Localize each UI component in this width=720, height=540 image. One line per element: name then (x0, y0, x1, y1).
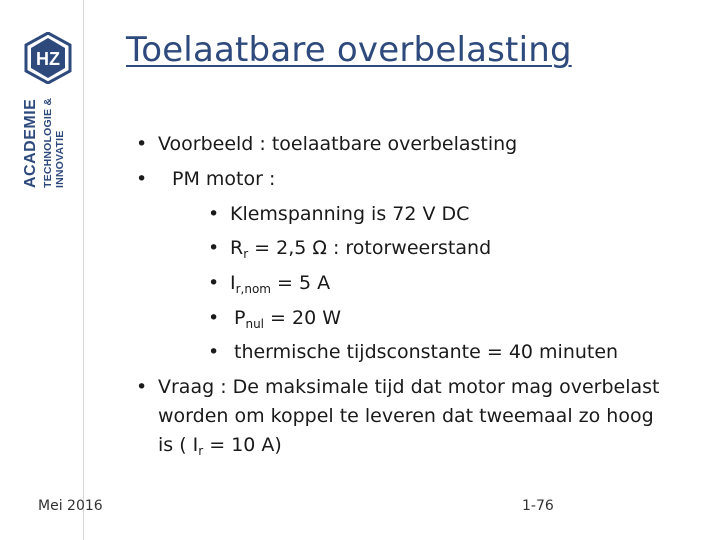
pnul-value: = 20 W (264, 307, 342, 329)
pnul-symbol: P (234, 307, 246, 329)
inom-value: = 5 A (271, 272, 331, 294)
sub-bullet-3 (208, 271, 330, 295)
rr-subscript: r (243, 247, 249, 261)
sub-bullet-5-text: thermische tijdsconstante = 40 minuten (234, 341, 619, 363)
rr-symbol: R (230, 237, 244, 259)
sub-bullet-5 (208, 340, 618, 364)
logo-text (22, 96, 74, 188)
bullet-1 (136, 132, 517, 156)
bullet-dot: • (208, 307, 220, 329)
logo-technologie: TECHNOLOGIE & (42, 97, 54, 188)
ir-value: = 10 A) (203, 434, 282, 456)
bullet-3 (136, 375, 660, 399)
bullet-2 (136, 167, 275, 191)
bullet-3-line-1: Vraag : De maksimale tijd dat motor mag overbelast (158, 376, 660, 398)
bullet-3-line-2: worden om koppel te leveren dat tweemaal zo hoog (158, 405, 654, 427)
sub-bullet-4 (208, 306, 341, 330)
bullet-dot: • (208, 341, 220, 363)
rr-value: = 2,5 Ω : rotorweerstand (248, 237, 492, 259)
bullet-dot: • (208, 272, 220, 294)
logo-academie: ACADEMIE (22, 98, 39, 188)
bullet-dot: • (136, 376, 148, 398)
ir-prefix: is ( I (158, 434, 199, 456)
bullet-dot: • (136, 168, 148, 190)
bullet-1-text: Voorbeeld : toelaatbare overbelasting (158, 133, 518, 155)
inom-subscript: r,nom (235, 282, 271, 296)
bullet-2-text: PM motor : (172, 168, 276, 190)
footer-page-number: 1-76 (522, 498, 554, 514)
bullet-dot: • (208, 203, 220, 225)
pnul-subscript: nul (245, 317, 265, 331)
bullet-dot: • (136, 133, 148, 155)
sidebar (0, 0, 84, 540)
sub-bullet-2 (208, 236, 491, 260)
inom-symbol: I (230, 272, 236, 294)
footer-date: Mei 2016 (38, 498, 103, 514)
hz-logo-icon (24, 32, 72, 84)
bullet-3-line-3 (158, 433, 282, 457)
slide-title: Toelaatbare overbelasting (126, 30, 572, 70)
logo-innovatie: INNOVATIE (54, 130, 66, 188)
logo-mark: HZ (36, 49, 60, 69)
sub-bullet-1-text: Klemspanning is 72 V DC (230, 203, 470, 225)
sub-bullet-1 (208, 202, 469, 226)
bullet-dot: • (208, 237, 220, 259)
ir-subscript: r (198, 444, 204, 458)
